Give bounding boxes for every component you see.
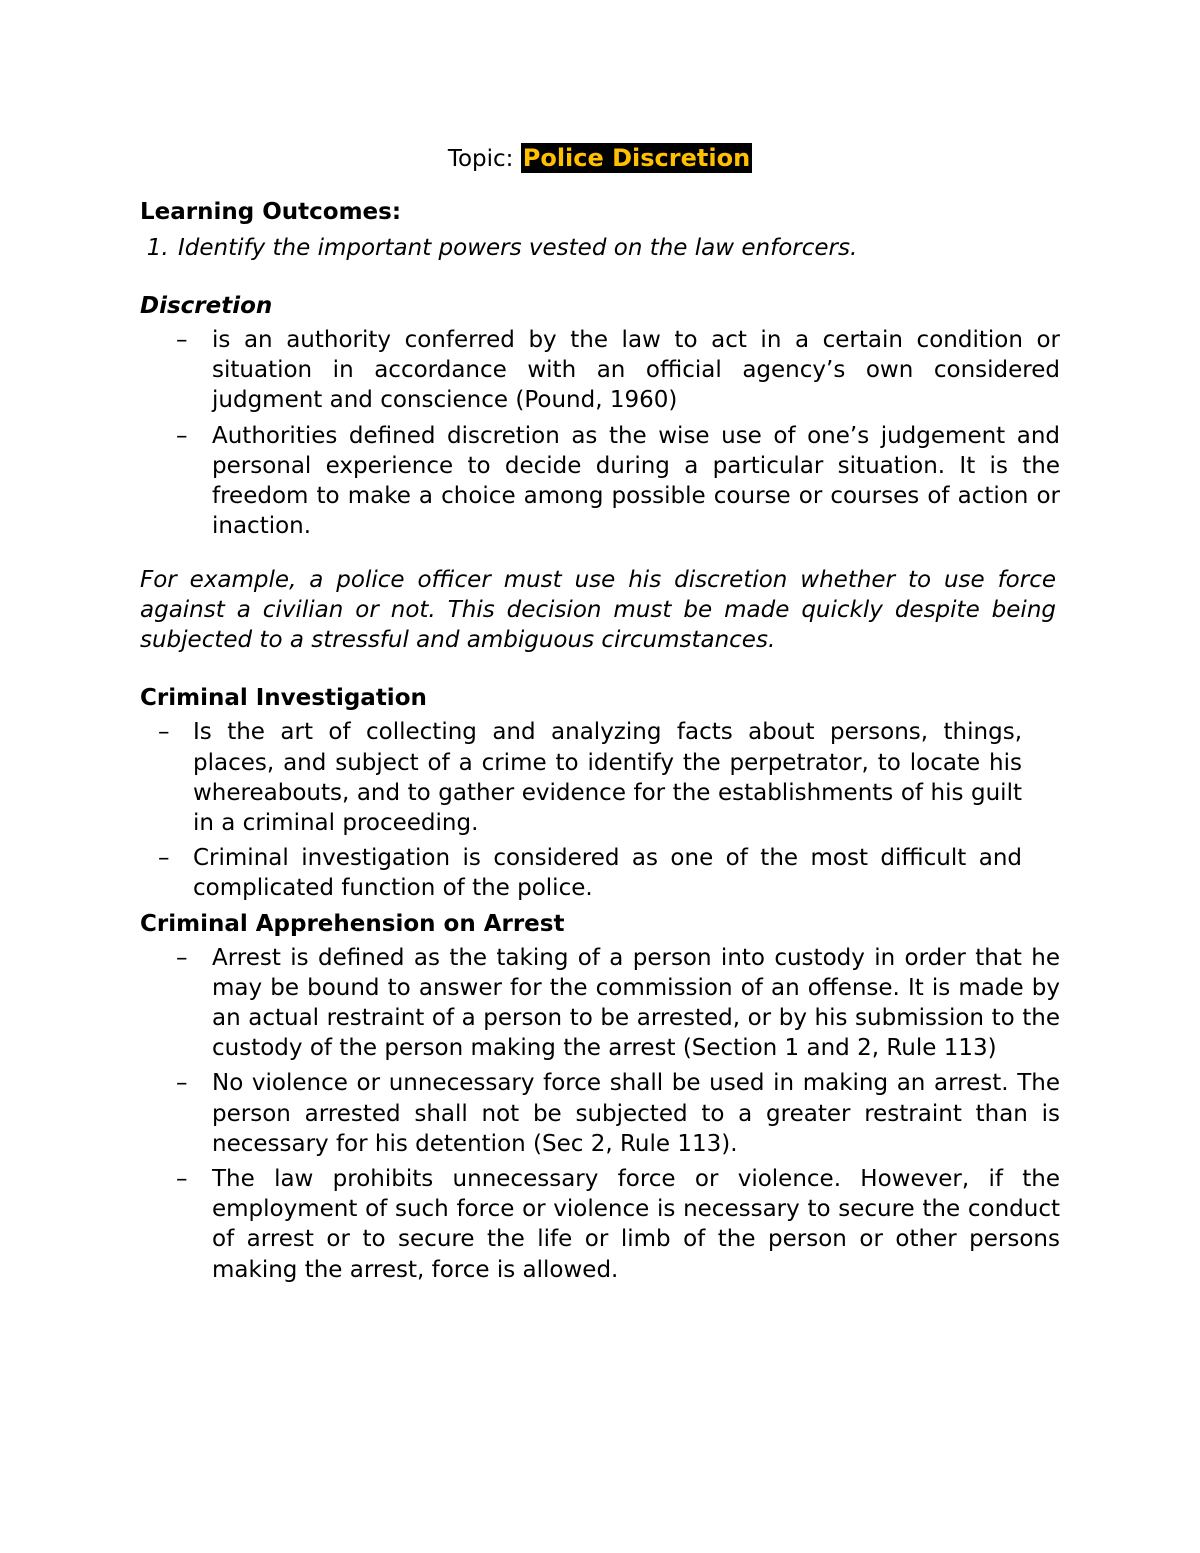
discretion-list xyxy=(140,325,1060,541)
learning-outcomes-list xyxy=(140,233,1060,263)
list-item xyxy=(140,325,1060,416)
learning-outcome-item: 1. Identify the important powers vested on the law enforcers. xyxy=(176,233,1060,263)
discretion-section xyxy=(140,291,1060,541)
learning-outcomes-section xyxy=(140,197,1060,263)
dash-bullet: – xyxy=(176,422,188,449)
list-item-text: The law prohibits unnecessary force or violence. However, if the employment of such force or violence is necessary to secure the conduct of arrest or to secure the life or limb of the person or other persons making the arrest, force is allowed. xyxy=(212,1166,1060,1283)
list-item-text: No violence or unnecessary force shall be used in making an arrest. The person arrested shall not be subjected to a greater restraint than is necessary for his detention (Sec 2, Rule 113). xyxy=(212,1070,1060,1157)
list-item xyxy=(140,717,1060,838)
list-item-text: Criminal investigation is considered as one of the most difficult and complicated function of the police. xyxy=(193,845,1022,902)
criminal-investigation-list xyxy=(140,717,1060,903)
page-title xyxy=(140,138,1060,179)
document-page xyxy=(140,138,1060,1290)
criminal-apprehension-heading: Criminal Apprehension on Arrest xyxy=(140,910,565,937)
list-item xyxy=(140,843,1060,903)
dash-bullet: – xyxy=(176,944,188,971)
dash-bullet: – xyxy=(158,719,170,746)
title-prefix: Topic: xyxy=(447,146,514,172)
learning-outcomes-heading: Learning Outcomes: xyxy=(140,199,402,225)
list-item xyxy=(140,1164,1060,1285)
criminal-investigation-heading: Criminal Investigation xyxy=(140,685,427,712)
example-paragraph: For example, a police officer must use his discretion whether to use force against a civilian or not. This decision must be made quickly despite being subjected to a stressful and ambiguous circumstances. xyxy=(140,567,1056,654)
list-item xyxy=(140,943,1060,1064)
dash-bullet: – xyxy=(176,1070,188,1097)
discretion-heading: Discretion xyxy=(140,293,273,319)
list-item-text: Is the art of collecting and analyzing facts about persons, things, places, and subject of a crime to identify the perpetrator, to locate his whereabouts, and to gather evidence for the establishments of his guilt in a criminal proceeding. xyxy=(193,719,1022,837)
list-item xyxy=(140,421,1060,542)
list-item-text: is an authority conferred by the law to act in a certain condition or situation in accordance with an official agency’s own considered judgment and conscience (Pound, 1960) xyxy=(212,327,1060,414)
list-item-text: Authorities defined discretion as the wise use of one’s judgement and personal experience to decide during a particular situation. It is the freedom to make a choice among possible course or courses of action or inaction. xyxy=(212,422,1060,540)
title-highlight: Police Discretion xyxy=(522,144,751,172)
list-item-text: Arrest is defined as the taking of a person into custody in order that he may be bound to answer for the commission of an offense. It is made by an actual restraint of a person to be arrested, or by his submission to the custody of the person making the arrest (Section 1 and 2, Rule 113) xyxy=(212,944,1060,1062)
criminal-investigation-section xyxy=(140,683,1060,903)
criminal-apprehension-section xyxy=(140,909,1060,1285)
dash-bullet: – xyxy=(158,845,170,872)
dash-bullet: – xyxy=(176,327,188,353)
dash-bullet: – xyxy=(176,1166,188,1193)
criminal-apprehension-list xyxy=(140,943,1060,1285)
list-item xyxy=(140,1068,1060,1159)
